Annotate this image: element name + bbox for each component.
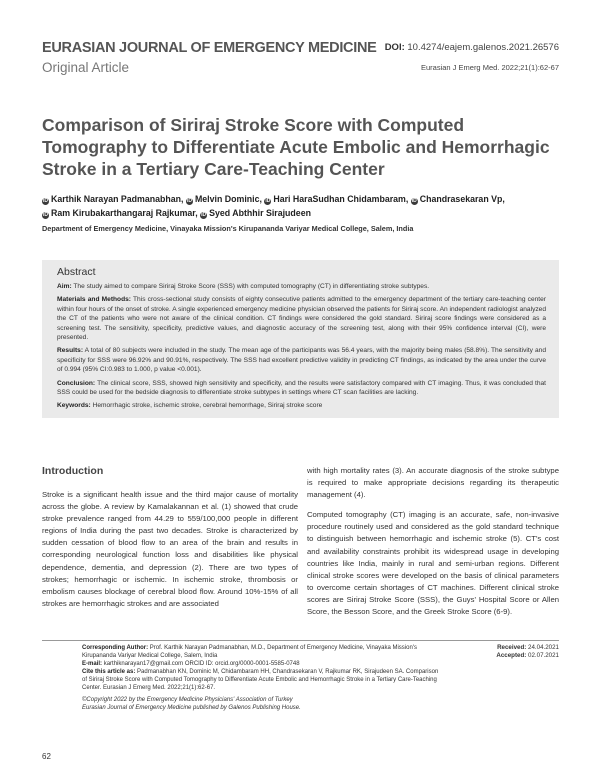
- author: Ram Kirubakarthangaraj Rajkumar,: [51, 208, 198, 218]
- received-date: 24.04.2021: [528, 644, 559, 651]
- doi[interactable]: [385, 42, 559, 53]
- paragraph: Computed tomography (CT) imaging is an accurate, safe, non-invasive procedure routinely used and considered as the gold standard technique to distinguish between hemorrhagic and ischemic stroke (5). CT's cost and availability constraints prohibit its widespread usage in developing countries like India, mainly in rural and semi-urban regions. Different clinical stroke scores were developed on the basis of clinical parameters to overcome certain shortages of CT machines. Different clinical stroke scores are Siriraj Stroke Score (SSS), the Guys' Hospital Score or Allen Score, the Besson Score, and the Greek Stroke Score (6-9).: [307, 510, 559, 617]
- abstract-results: [57, 346, 546, 374]
- copyright-line: ©Copyright 2022 by the Emergency Medicine Physicians' Association of Turkey: [82, 697, 293, 703]
- received-label: Received:: [497, 644, 527, 651]
- correspondence-block: [82, 644, 442, 712]
- orcid-icon[interactable]: iD: [43, 198, 48, 204]
- corr-text: Prof. Karthik Narayan Padmanabhan, M.D., Department of Emergency Medicine, Vinayaka Mission's Kirupananda Variyar Medical College, Salem, India: [82, 645, 417, 659]
- abstract-aim: [57, 282, 546, 291]
- accepted-label: Accepted:: [496, 652, 527, 659]
- keywords-label: Keywords:: [57, 402, 91, 410]
- author: Karthik Narayan Padmanabhan,: [51, 194, 184, 204]
- publisher-line: Eurasian Journal of Emergency Medicine published by Galenos Publishing House.: [82, 705, 301, 711]
- page-number: 62: [42, 752, 51, 761]
- orcid-icon[interactable]: iD: [411, 198, 417, 204]
- paragraph: Stroke is a significant health issue and the third major cause of mortality across the globe. A review by Kamalakannan et al. (1) showed that crude stroke prevalence ranged from 44.29 to 559/100,000 people in different regions of India during the past two decades. Stroke is characterized by sudden cessation of blood flow to an area of the brain and results in corresponding neurological function loss and disabilities like physical dependence, dementia, and depression (2). There are two types of strokes; hemorrhagic or ischemic. In ischemic stroke, thrombosis or embolism causes blockage of cerebral blood flow. Around 10%-15% of all strokes are hemorrhagic strokes and are associated: [42, 490, 298, 608]
- conclusion-label: Conclusion:: [57, 379, 96, 387]
- affiliation: Department of Emergency Medicine, Vinayaka Mission's Kirupananda Variyar Medical College, Salem, India: [42, 224, 414, 233]
- methods-text: This cross-sectional study consists of eighty consecutive patients admitted to the emergency department of the tertiary care-teaching center within four hours of the onset of stroke. A single experienced emergency medicine physician observed the patients for Siriraj score. An independent radiologist analyzed the CT of the patients who were not aware of the clinical condition. CT findings were considered the gold standard. Siriraj score findings were considered as a screening test. The sensitivity, specificity, predictive values, and diagnostic accuracy of the screening test, along with their 95% confidence interval (CI), were presented.: [57, 296, 547, 342]
- orcid-icon[interactable]: iD: [186, 198, 192, 204]
- journal-name: EURASIAN JOURNAL OF EMERGENCY MEDICINE: [42, 40, 377, 56]
- email-label: E-mail:: [82, 661, 103, 667]
- orcid-icon[interactable]: iD: [43, 212, 48, 218]
- aim-label: Aim:: [57, 283, 72, 290]
- results-label: Results:: [57, 347, 84, 355]
- journal-citation: Eurasian J Emerg Med. 2022;21(1):62-67: [421, 63, 559, 72]
- orcid-icon[interactable]: iD: [201, 212, 207, 218]
- results-text: A total of 80 subjects were included in the study. The mean age of the participants was 56.4 years, with the majority being males (58.8%). The sensitivity and specificity for SSS were 96.92% and 90.91%, respectively. The SSS had excellent predictive validity in predicting CT findings, as indicated by the area under the curve of 0.994 (95% CI:0.983 to 1.000, p value <0.001).: [57, 347, 546, 374]
- author: Syed Abthhir Sirajudeen: [209, 208, 311, 218]
- keywords-text: Hemorrhagic stroke, ischemic stroke, cerebral hemorrhage, Siriraj stroke score: [92, 402, 323, 410]
- abstract-keywords: [57, 401, 546, 410]
- aim-text: The study aimed to compare Siriraj Stroke Score (SSS) with computed tomography (CT) in differentiating stroke subtypes.: [73, 283, 430, 290]
- orcid-icon[interactable]: iD: [265, 198, 271, 204]
- paragraph: with high mortality rates (3). An accurate diagnosis of the stroke subtype is required to make appropriate decisions regarding its therapeutic management (4).: [307, 466, 559, 500]
- methods-label: Materials and Methods:: [57, 296, 131, 304]
- author: Chandrasekaran Vp,: [419, 194, 505, 204]
- abstract-heading: Abstract: [57, 266, 96, 278]
- abstract-body: [57, 282, 546, 415]
- doi-label: DOI:: [384, 42, 405, 53]
- received-accepted-dates: [496, 644, 559, 660]
- corr-label: Corresponding Author:: [82, 645, 149, 651]
- article-title: Comparison of Siriraj Stroke Score with Computed Tomography to Differentiate Acute Embolic and Hemorrhagic Stroke in a Tertiary Care-Teaching Center: [42, 115, 550, 179]
- article-type: Original Article: [42, 60, 130, 75]
- introduction-heading: Introduction: [42, 465, 104, 477]
- cite-label: Cite this article as:: [82, 669, 136, 675]
- body-column-left: [42, 489, 298, 618]
- abstract-conclusion: [57, 379, 546, 398]
- conclusion-text: The clinical score, SSS, showed high sensitivity and specificity, and the results were satisfactory compared with CT imaging. Thus, it was concluded that SSS could be used for the bedside diagnosis to differentiate stroke subtypes in settings where CT scan facilities are lacking.: [57, 379, 546, 397]
- doi-value[interactable]: 10.4274/eajem.galenos.2021.26576: [407, 42, 559, 53]
- abstract-methods: [57, 295, 546, 342]
- author: Hari HaraSudhan Chidambaram,: [273, 194, 409, 204]
- footer-divider: [42, 640, 559, 641]
- cite-text: Padmanabhan KN, Dominic M, Chidambaram HH, Chandrasekaran V, Rajkumar RK, Sirajudeen SA. Comparison of Siriraj Stroke Score with Computed Tomography to Differentiate Acute Embolic and Hemorrhagic Stroke in a Tertiary Care-Teaching Center. Eurasian J Emerg Med. 2022;21(1):62-67.: [82, 669, 439, 691]
- author: Melvin Dominic,: [194, 194, 262, 204]
- body-column-right: [307, 465, 559, 626]
- author-list: [42, 192, 566, 220]
- accepted-date: 02.07.2021: [528, 652, 559, 659]
- email-text[interactable]: karthiknarayan17@gmail.com ORCID ID: orcid.org/0000-0001-5585-0748: [103, 661, 300, 667]
